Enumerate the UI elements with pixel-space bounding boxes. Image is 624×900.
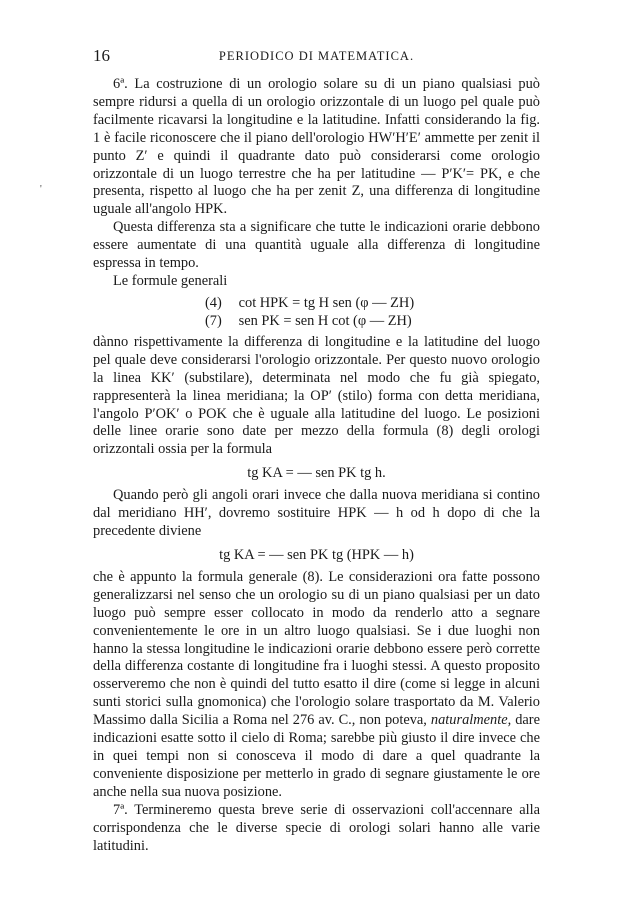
paragraph-formule-intro: Le formule generali xyxy=(113,272,228,289)
text-run: che è appunto la formula generale (8). Le considerazioni ora fatte possono generalizzarsi nel senso che un orologio su di un piano qualsiasi per un dato luogo può sempre esser collocato in modo da renderlo atto a segnare convenientemente le ore in un altro luogo qualsiasi. Se i due luoghi non hanno la stessa longitudine le indicazioni orarie debbono essere però corrette della differenza costante di longitudine fra i luoghi stessi. A questo proposito osserveremo che non è quindi del tutto esatto il dire (come si legge in alcuni sunti storici sulla gnomonica) che l'orologio solare trasportato da M. Valerio Massimo dalla Sicilia a Roma nel 276 av. C., non poteva, xyxy=(93,568,540,729)
equation-number: (4) xyxy=(205,294,222,311)
paragraph-longitudine: dànno rispettivamente la differenza di longitudine e la latitudine del luogo pel quale deve considerarsi l'orologio orizzontale. Per questo nuovo orologio la linea KK′ (substilare), determinata nel modo che fu già spiegato, rappresenterà la linea meridiana; la OP′ (stilo) forma con detta meridiana, l'angolo P′OK′ o POK che è uguale alla latitudine del luogo. Le posizioni delle linee orarie sono date per mezzo della formula (8) degli orologi orizzontali ossia per la formula xyxy=(93,333,540,458)
equation-7 xyxy=(205,312,540,331)
italic-word: naturalmente, xyxy=(430,712,512,729)
text-run: dare indicazioni esatte sotto il cielo di Roma; sarebbe più giusto il dire invece che in quei tempi non si conosceva il modo di dare a quel quadrante la conveniente disposizione per metterlo in grado di segnare giustamente le ore anche nella sua nuova posizione. xyxy=(93,712,540,800)
paragraph-7: 7ª. Termineremo questa breve serie di osservazioni coll'accennare alla corrispondenza che le diverse specie di orologi solari hanno alle varie latitudini. xyxy=(93,801,540,854)
equation-text: sen PK = sen H cot (φ — ZH) xyxy=(238,313,412,330)
paragraph-angoli-orari: Quando però gli angoli orari invece che dalla nuova meridiana si contino dal meridiano HH′, dovremo sostituire HPK — h od h dopo di che la precedente diviene xyxy=(93,487,540,540)
equation-4 xyxy=(205,294,540,313)
paragraph-6: 6ª. La costruzione di un orologio solare su di un piano qualsiasi può sempre ridursi a quella di un orologio orizzontale di un luogo pel quale può facilmente ricavarsi la longitudine e la latitudine. Infatti considerando la fig. 1 è facile riconoscere che il piano dell'orologio HW′H′E′ ammette per zenit il punto Z′ e quindi il quadrante dato può considerarsi come orologio orizzontale di un luogo terrestre che ha per latitudine — P′K′= PK, e che presenta, rispetto al luogo che ha per zenit Z, una differenza di longitudine uguale all'angolo HPK. xyxy=(93,76,540,218)
margin-mark: ' xyxy=(40,184,42,195)
paragraph-considerazioni xyxy=(93,569,540,802)
equation-tg-ka: tg KA = — sen PK tg h. xyxy=(247,465,386,482)
page-number: 16 xyxy=(93,46,110,65)
running-header xyxy=(93,46,540,68)
formula-block xyxy=(93,294,540,331)
equation-text: cot HPK = tg H sen (φ — ZH) xyxy=(238,294,415,311)
running-title: PERIODICO DI MATEMATICA. xyxy=(218,49,415,63)
equation-number: (7) xyxy=(205,313,222,330)
paragraph-difference: Questa differenza sta a significare che tutte le indicazioni orarie debbono essere aumentate di una quantità uguale alla differenza di longitudine espressa in tempo. xyxy=(93,219,540,272)
equation-tg-ka-hpk: tg KA = — sen PK tg (HPK — h) xyxy=(219,546,414,563)
article-body xyxy=(93,76,540,855)
